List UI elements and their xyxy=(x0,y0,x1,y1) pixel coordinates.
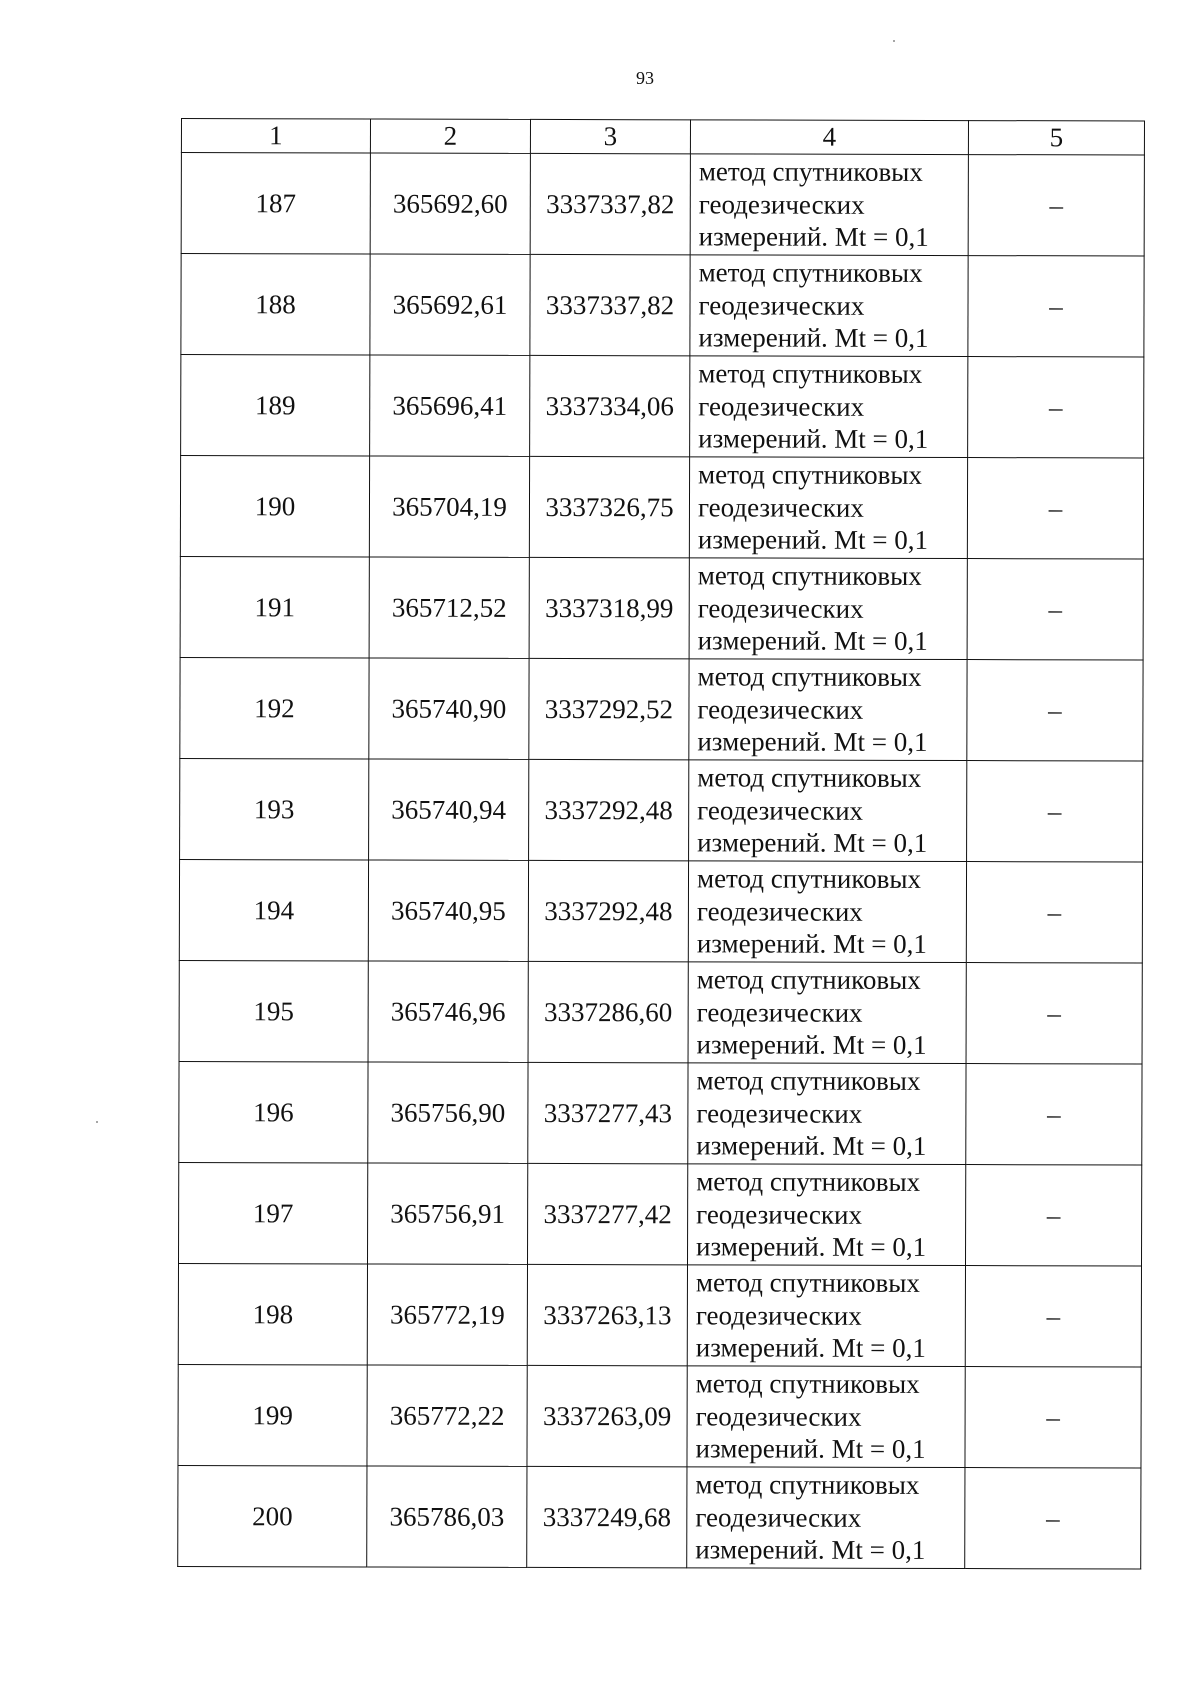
table-row xyxy=(180,758,1143,862)
point-number-cell: 190 xyxy=(180,456,369,557)
scan-speck xyxy=(96,1121,98,1123)
column-header: 1 xyxy=(181,119,370,153)
y-coordinate-cell: 3337277,43 xyxy=(528,1062,688,1163)
method-cell xyxy=(687,1164,965,1266)
note-cell: – xyxy=(965,1165,1141,1266)
y-coordinate-cell: 3337292,48 xyxy=(529,759,689,860)
method-line: геодезических xyxy=(696,1098,863,1129)
method-line: геодезических xyxy=(697,492,864,523)
method-line: геодезических xyxy=(696,1199,863,1230)
table-row xyxy=(178,1263,1141,1367)
note-cell: – xyxy=(965,1367,1141,1468)
x-coordinate-cell: 365740,90 xyxy=(369,658,529,759)
table-row xyxy=(179,1061,1142,1165)
point-number-cell: 197 xyxy=(179,1162,368,1263)
page-number: 93 xyxy=(636,68,654,88)
note-cell: – xyxy=(968,357,1144,458)
y-coordinate-cell: 3337292,48 xyxy=(528,860,688,961)
note-cell: – xyxy=(967,660,1143,761)
method-cell xyxy=(689,760,967,862)
method-line: измерений. Mt = 0,1 xyxy=(698,423,929,455)
method-cell xyxy=(690,154,968,256)
method-line: метод спутниковых xyxy=(698,459,923,491)
y-coordinate-cell: 3337326,75 xyxy=(529,456,689,557)
method-line: геодезических xyxy=(697,593,864,624)
table-row xyxy=(180,456,1143,560)
y-coordinate-cell: 3337337,82 xyxy=(530,254,690,355)
y-coordinate-cell: 3337318,99 xyxy=(529,557,689,658)
point-number-cell: 188 xyxy=(181,254,370,355)
table-row xyxy=(180,657,1143,761)
y-coordinate-cell: 3337263,13 xyxy=(527,1264,687,1365)
method-cell xyxy=(688,861,966,963)
x-coordinate-cell: 365704,19 xyxy=(369,456,529,557)
method-line: метод спутниковых xyxy=(696,1166,921,1198)
point-number-cell: 189 xyxy=(181,355,370,456)
y-coordinate-cell: 3337337,82 xyxy=(530,153,690,254)
method-line: метод спутниковых xyxy=(697,661,922,693)
method-cell xyxy=(690,255,968,357)
method-line: метод спутниковых xyxy=(695,1368,920,1400)
point-number-cell: 191 xyxy=(180,556,369,657)
method-cell xyxy=(688,1063,966,1165)
method-line: измерений. Mt = 0,1 xyxy=(695,1332,926,1364)
method-cell xyxy=(687,1366,965,1468)
method-line: геодезических xyxy=(696,896,863,927)
scan-speck xyxy=(893,40,895,42)
method-line: метод спутниковых xyxy=(695,1267,920,1299)
method-line: измерений. Mt = 0,1 xyxy=(698,322,929,354)
method-cell xyxy=(688,962,966,1064)
method-line: метод спутниковых xyxy=(697,560,922,592)
note-cell: – xyxy=(968,155,1144,256)
method-line: метод спутниковых xyxy=(695,1469,920,1501)
method-cell xyxy=(690,356,968,458)
x-coordinate-cell: 365772,22 xyxy=(367,1365,527,1466)
y-coordinate-cell: 3337277,42 xyxy=(527,1163,687,1264)
table-row xyxy=(178,1364,1141,1468)
x-coordinate-cell: 365772,19 xyxy=(367,1264,527,1365)
x-coordinate-cell: 365740,95 xyxy=(368,860,528,961)
note-cell: – xyxy=(965,1468,1141,1569)
column-header: 4 xyxy=(690,120,968,155)
y-coordinate-cell: 3337286,60 xyxy=(528,961,688,1062)
method-cell xyxy=(689,558,967,660)
method-line: геодезических xyxy=(695,1401,862,1432)
method-line: метод спутниковых xyxy=(696,964,921,996)
note-cell: – xyxy=(966,1064,1142,1165)
method-line: метод спутниковых xyxy=(698,156,923,188)
y-coordinate-cell: 3337249,68 xyxy=(527,1466,687,1567)
note-cell: – xyxy=(968,256,1144,357)
x-coordinate-cell: 365756,90 xyxy=(368,1062,528,1163)
table-body xyxy=(178,153,1145,1570)
method-line: геодезических xyxy=(695,1300,862,1331)
method-line: геодезических xyxy=(698,391,865,422)
method-line: метод спутниковых xyxy=(698,257,923,289)
method-line: метод спутниковых xyxy=(698,358,923,390)
method-line: измерений. Mt = 0,1 xyxy=(698,221,929,253)
table-row xyxy=(179,859,1142,963)
x-coordinate-cell: 365740,94 xyxy=(369,759,529,860)
x-coordinate-cell: 365712,52 xyxy=(369,557,529,658)
note-cell: – xyxy=(966,963,1142,1064)
method-line: метод спутниковых xyxy=(697,762,922,794)
method-line: геодезических xyxy=(698,290,865,321)
method-line: геодезических xyxy=(697,694,864,725)
method-line: геодезических xyxy=(697,795,864,826)
method-line: метод спутниковых xyxy=(696,1065,921,1097)
note-cell: – xyxy=(965,1266,1141,1367)
point-number-cell: 200 xyxy=(178,1465,367,1566)
method-line: измерений. Mt = 0,1 xyxy=(696,1029,927,1061)
table-header-row xyxy=(181,119,1144,156)
x-coordinate-cell: 365756,91 xyxy=(368,1163,528,1264)
point-number-cell: 193 xyxy=(180,758,369,859)
method-line: геодезических xyxy=(698,189,865,220)
point-number-cell: 195 xyxy=(179,960,368,1061)
method-line: измерений. Mt = 0,1 xyxy=(697,827,928,859)
table-row xyxy=(181,254,1144,358)
method-line: измерений. Mt = 0,1 xyxy=(695,1534,926,1566)
note-cell: – xyxy=(967,458,1143,559)
note-cell: – xyxy=(966,862,1142,963)
x-coordinate-cell: 365696,41 xyxy=(370,355,530,456)
point-number-cell: 199 xyxy=(178,1364,367,1465)
method-cell xyxy=(687,1467,965,1569)
method-line: геодезических xyxy=(696,997,863,1028)
method-line: измерений. Mt = 0,1 xyxy=(697,625,928,657)
point-number-cell: 187 xyxy=(181,153,370,254)
method-line: измерений. Mt = 0,1 xyxy=(696,928,928,960)
table-row xyxy=(178,1465,1141,1569)
x-coordinate-cell: 365746,96 xyxy=(368,961,528,1062)
coordinates-table xyxy=(177,118,1145,1570)
table-row xyxy=(179,960,1142,1064)
method-line: измерений. Mt = 0,1 xyxy=(696,1130,927,1162)
column-header: 3 xyxy=(530,119,690,153)
x-coordinate-cell: 365692,60 xyxy=(370,153,530,254)
method-line: измерений. Mt = 0,1 xyxy=(697,524,929,556)
table-row xyxy=(181,153,1144,257)
method-cell xyxy=(689,457,967,559)
method-cell xyxy=(687,1265,965,1367)
table-row xyxy=(179,1162,1142,1266)
method-line: измерений. Mt = 0,1 xyxy=(696,1231,927,1263)
x-coordinate-cell: 365786,03 xyxy=(367,1466,527,1567)
method-line: геодезических xyxy=(695,1502,862,1533)
method-cell xyxy=(689,659,967,761)
table-row xyxy=(180,556,1143,660)
column-header: 5 xyxy=(968,121,1144,155)
y-coordinate-cell: 3337292,52 xyxy=(529,658,689,759)
method-line: измерений. Mt = 0,1 xyxy=(697,726,928,758)
y-coordinate-cell: 3337263,09 xyxy=(527,1365,687,1466)
note-cell: – xyxy=(967,761,1143,862)
method-line: метод спутниковых xyxy=(696,863,922,895)
column-header: 2 xyxy=(370,119,530,153)
table-row xyxy=(181,355,1144,459)
point-number-cell: 198 xyxy=(178,1263,367,1364)
point-number-cell: 192 xyxy=(180,657,369,758)
method-line: измерений. Mt = 0,1 xyxy=(695,1433,926,1465)
note-cell: – xyxy=(967,559,1143,660)
point-number-cell: 194 xyxy=(179,859,368,960)
y-coordinate-cell: 3337334,06 xyxy=(530,355,690,456)
point-number-cell: 196 xyxy=(179,1061,368,1162)
x-coordinate-cell: 365692,61 xyxy=(370,254,530,355)
